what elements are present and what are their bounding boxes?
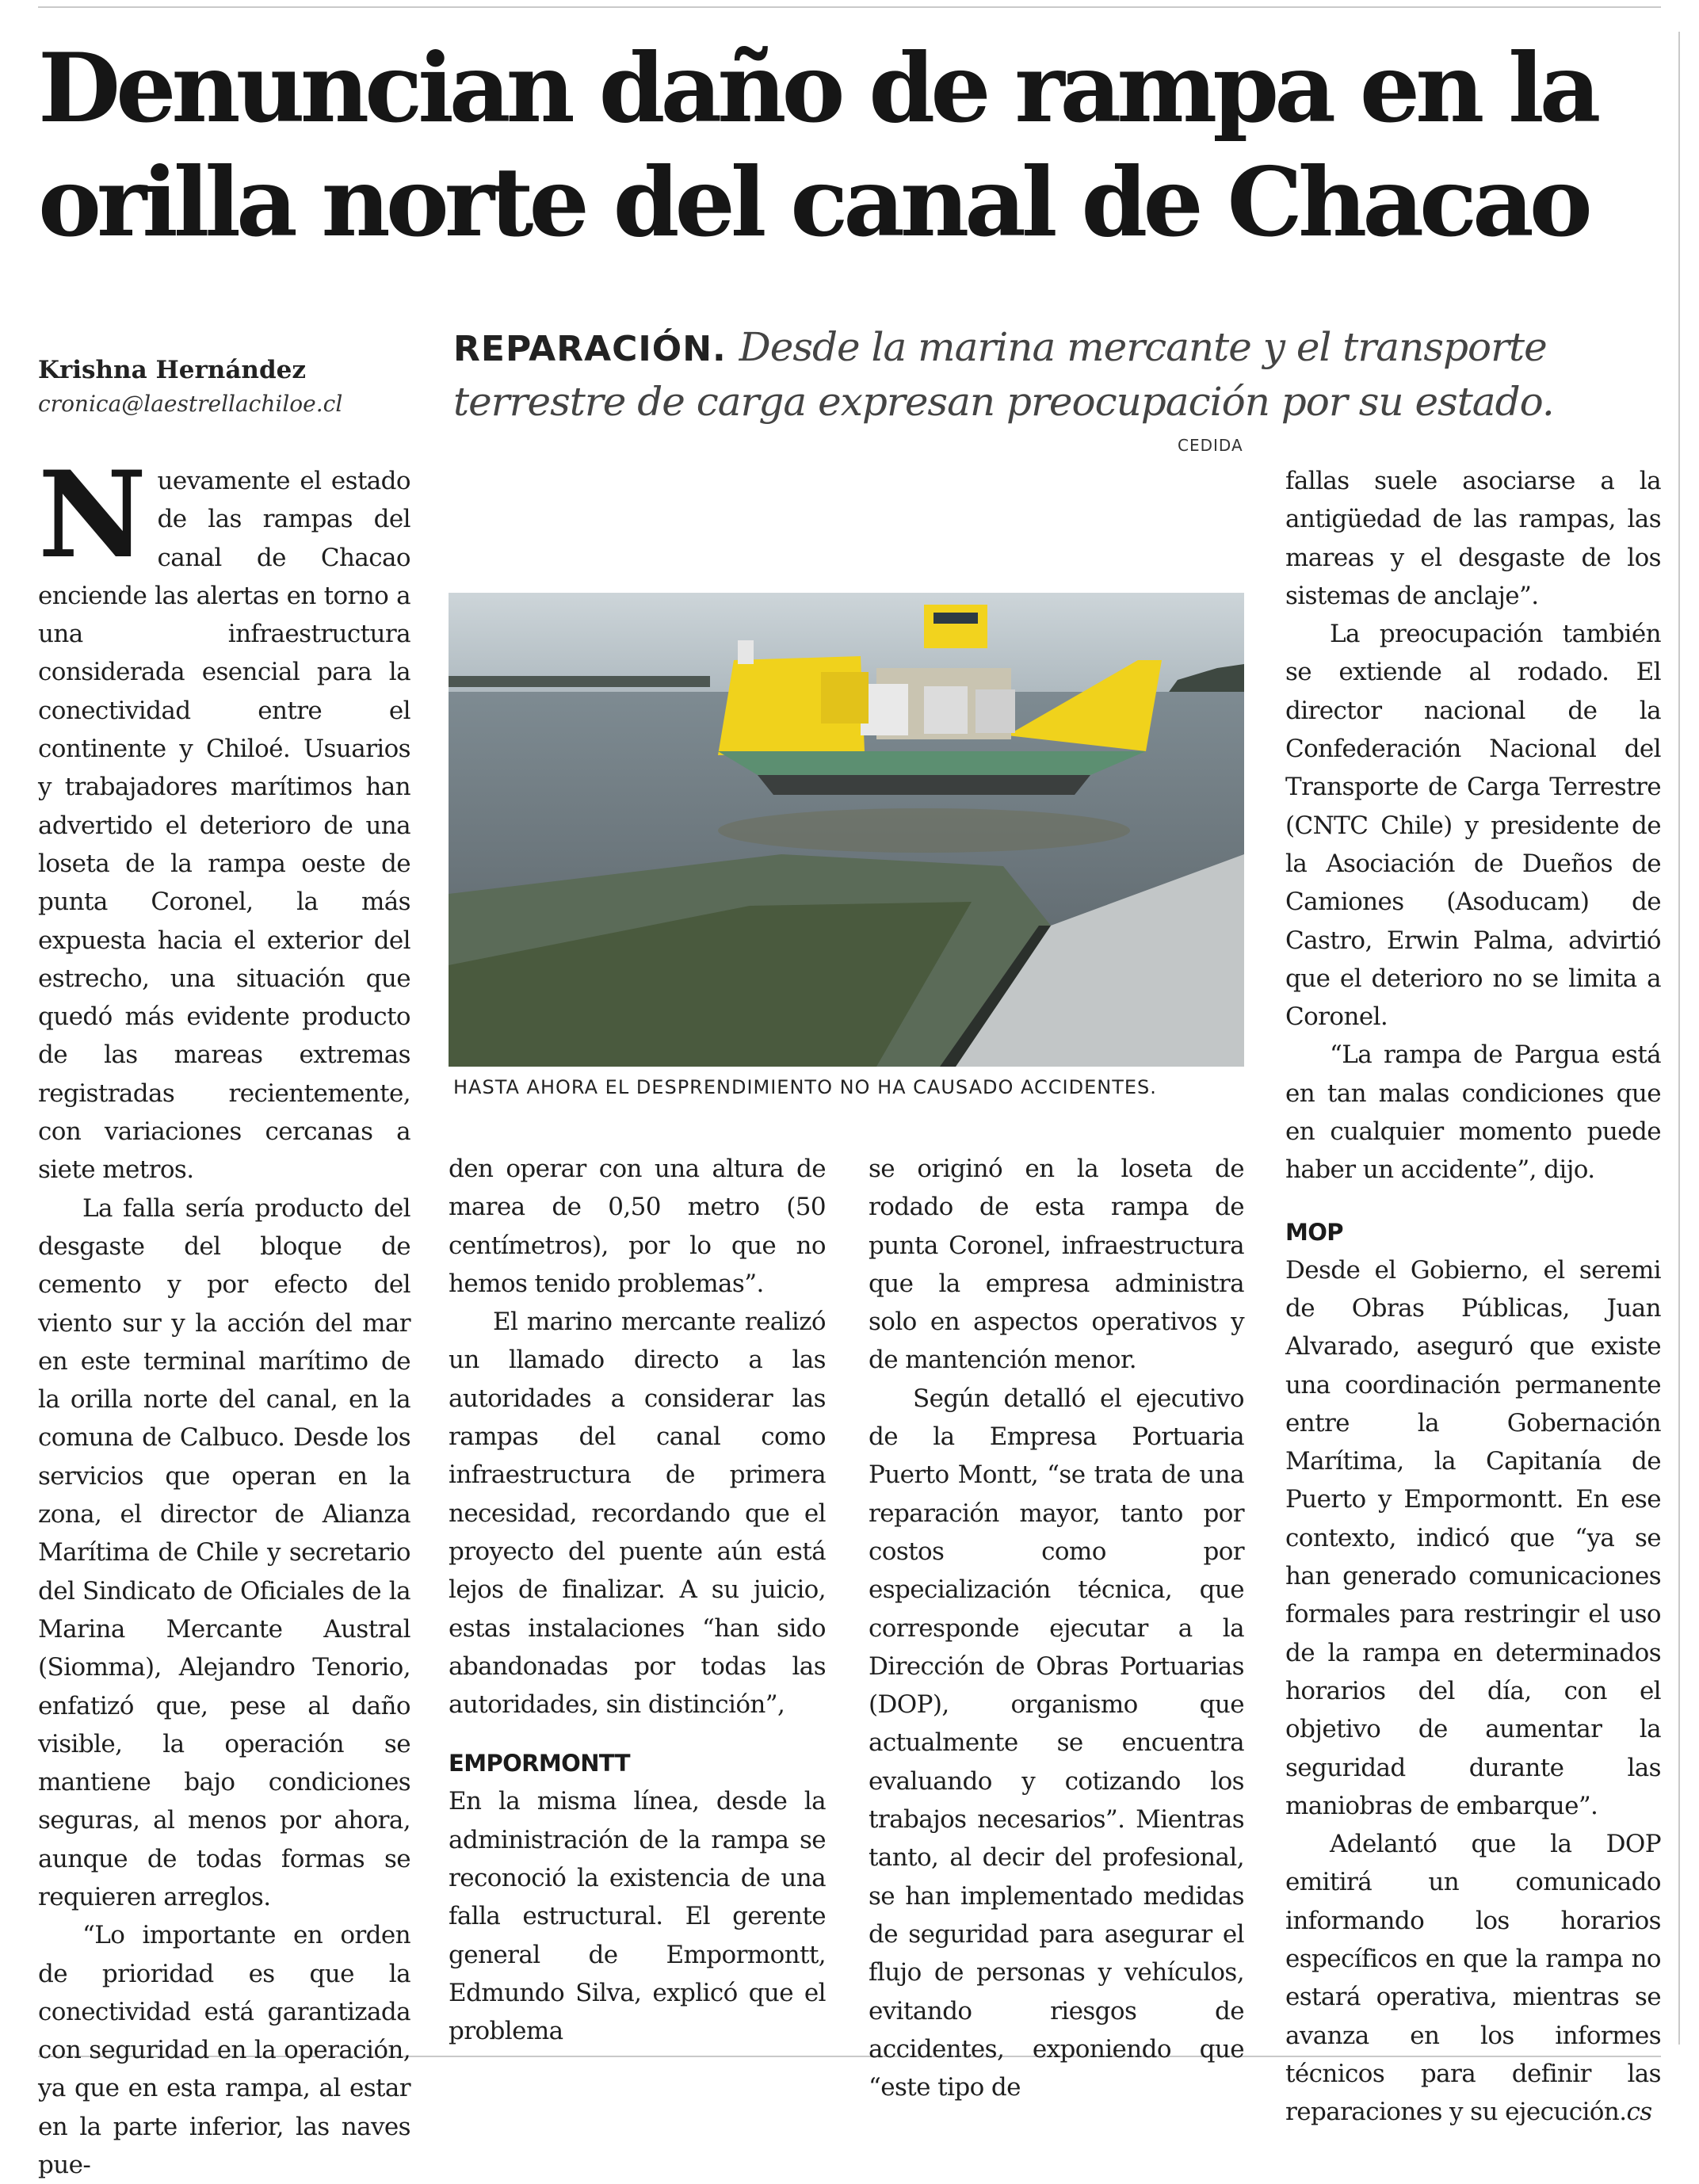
body-paragraph: den operar con una altura de marea de 0,50 metro (50 centímetros), por lo que no hemos tenido problemas”. (449, 1155, 826, 1298)
paragraph-text: Adelantó que la DOP emitirá un comunicado informando los horarios específicos en que la rampa no estará operativa, mientras se avanza en los informes técnicos para definir las reparaciones y su ejecución. (1285, 1830, 1661, 2127)
author-name: Krishna Hernández (38, 356, 306, 384)
end-mark-icon: cs (1626, 2098, 1652, 2127)
deck-kicker: REPARACIÓN. (453, 329, 727, 369)
deck (453, 321, 1642, 428)
right-rule (1678, 32, 1680, 2045)
body-paragraph (38, 445, 410, 1189)
headline-line-1: Denuncian daño de rampa en la (38, 32, 1597, 144)
body-paragraph (1285, 1825, 1661, 2131)
body-paragraph: La preocupación también se extiende al rodado. El director nacional de la Confederación Nacional del Transporte de Carga Terrestre (CNTC Chile) y presidente de la Asociación de Dueños de Camiones (Asoducam) de Castro, Erwin Palma, advirtió que el deterioro no se limita a Coronel. (1285, 620, 1661, 1032)
byline (38, 353, 434, 421)
body-column-3 (869, 1150, 1244, 2106)
body-paragraph: La falla sería producto del desgaste del bloque de cemento y por efecto del viento sur y la acción del mar en este terminal marítimo de la orilla norte del canal, en la comuna de Calbuco. Desde los servicios que operan en la zona, el director de Alianza Marítima de Chile y secretario del Sindicato de Oficiales de la Marina Mercante Austral (Siomma), Alejandro Tenorio, enfatizó que, pese al daño visible, la operación se mantiene bajo condiciones seguras, al menos por ahora, aunque de todas formas se requieren arreglos. (38, 1193, 410, 1911)
headline-line-2: orilla norte del canal de Chacao (38, 147, 1588, 258)
subheading-empormontt: EMPORMONTT (449, 1750, 630, 1777)
photo-credit: CEDIDA (1178, 436, 1243, 455)
body-paragraph: Desde el Gobierno, el seremi de Obras Públicas, Juan Alvarado, aseguró que existe una coordinación permanente entre la Gobernación Marítima, la Capitanía de Puerto y Empormontt. En ese contexto, indicó que “ya se han generado comunicaciones formales para restringir el uso de la rampa en determinados horarios del día, con el objetivo de aumentar la seguridad durante las maniobras de embarque”. (1285, 1255, 1661, 1820)
top-rule (38, 6, 1661, 8)
ferry-photo (449, 593, 1244, 1067)
author-email: cronica@laestrellachiloe.cl (38, 391, 343, 417)
body-paragraph: se originó en la loseta de rodado de esta rampa de punta Coronel, infraestructura que la empresa administra solo en aspectos operativos y de mantención menor. (869, 1155, 1244, 1375)
body-paragraph: “La rampa de Pargua está en tan malas condiciones que en cualquier momento puede haber un accidente”, dijo. (1285, 1040, 1661, 1185)
body-paragraph: El marino mercante realizó un llamado directo a las autoridades a considerar las rampas del canal como infraestructura de primera necesidad, recordando que el proyecto del puente aún está lejos de finalizar. A su juicio, estas instalaciones “han sido abandonadas por todas las autoridades, sin distinción”, (449, 1308, 826, 1720)
body-column-2 (449, 1150, 826, 2051)
drop-cap: N (38, 445, 147, 585)
body-column-4 (1285, 462, 1661, 2131)
deck-text: Desde la marina mercante y el transporte terrestre de carga expresan preocupación por su estado. (453, 324, 1554, 425)
body-paragraph: fallas suele asociarse a la antigüedad de las rampas, las mareas y el desgaste de los sistemas de anclaje”. (1285, 467, 1661, 610)
body-column-1 (38, 445, 410, 2184)
photo-caption: HASTA AHORA EL DESPRENDIMIENTO NO HA CAUSADO ACCIDENTES. (453, 1076, 1157, 1098)
paragraph-text: uevamente el estado de las rampas del canal de Chacao enciende las alertas en torno a una infraestructura considerada esencial para la conectividad entre el continente y Chiloé. Usuarios y trabajadores marítimos han advertido el deterioro de una loseta de la rampa oeste de punta Coronel, la más expuesta hacia el exterior del estrecho, una situación que quedó más evidente producto de las mareas extremas registradas recientemente, con variaciones cercanas a siete metros. (38, 467, 410, 1185)
body-paragraph: “Lo importante en orden de prioridad es que la conectividad está garantizada con seguridad en la operación, ya que en esta rampa, al estar en la parte inferior, las naves pue- (38, 1921, 410, 2180)
headline (38, 32, 1655, 260)
body-paragraph: Según detalló el ejecutivo de la Empresa Portuaria Puerto Montt, “se trata de una reparación mayor, tanto por costos como por especialización técnica, que corresponde ejecutar a la Dirección de Obras Portuarias (DOP), organismo que actualmente se encuentra evaluando y cotizando los trabajos necesarios”. Mientras tanto, al decir del profesional, se han implementado medidas de seguridad para asegurar el flujo de personas y vehículos, evitando riesgos de accidentes, exponiendo que “este tipo de (869, 1384, 1244, 2102)
body-paragraph: En la misma línea, desde la administración de la rampa se reconoció la existencia de una falla estructural. El gerente general de Empormontt, Edmundo Silva, explicó que el problema (449, 1787, 826, 2046)
subheading-mop: MOP (1285, 1218, 1343, 1246)
